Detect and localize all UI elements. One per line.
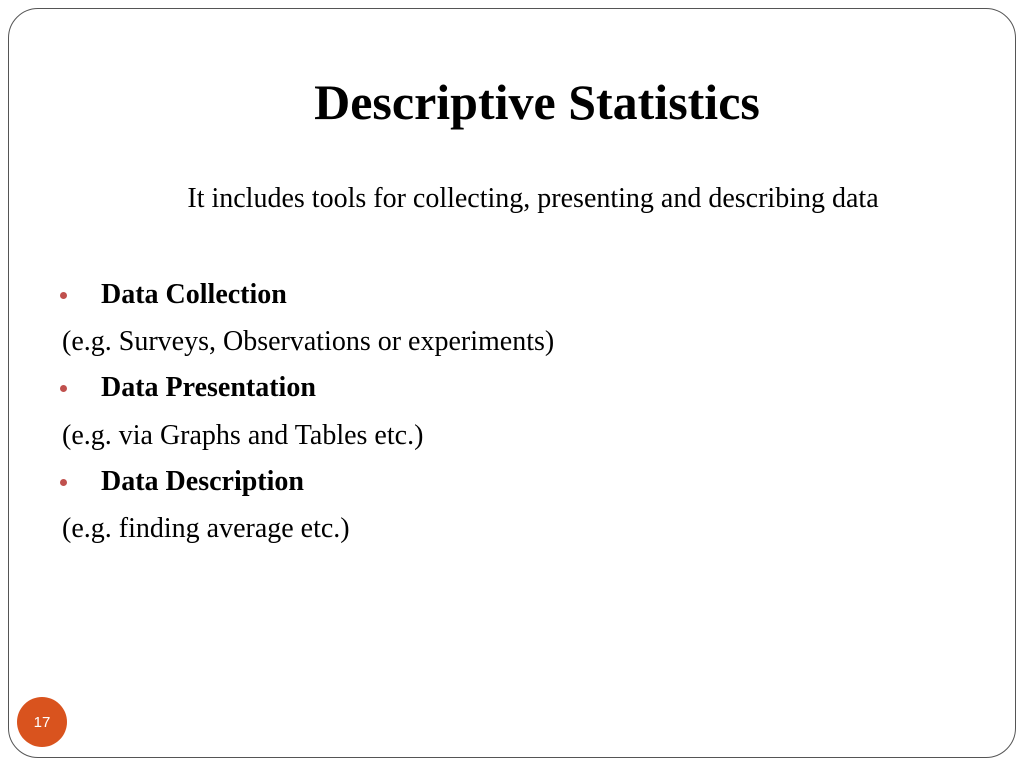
page-number-badge: 17 — [17, 697, 67, 747]
bullet-icon — [60, 292, 67, 299]
bullet-detail-data-collection: (e.g. Surveys, Observations or experiments) — [62, 326, 555, 357]
bullet-icon — [60, 385, 67, 392]
bullet-label: Data Description — [101, 466, 304, 497]
slide-title: Descriptive Statistics — [314, 74, 760, 130]
bullet-label: Data Collection — [101, 279, 287, 310]
bullet-detail-data-presentation: (e.g. via Graphs and Tables etc.) — [62, 420, 424, 451]
slide-subtitle: It includes tools for collecting, presenting and describing data — [187, 183, 879, 214]
bullet-label: Data Presentation — [101, 372, 316, 403]
bullet-icon — [60, 479, 67, 486]
bullet-detail-data-description: (e.g. finding average etc.) — [62, 513, 350, 544]
